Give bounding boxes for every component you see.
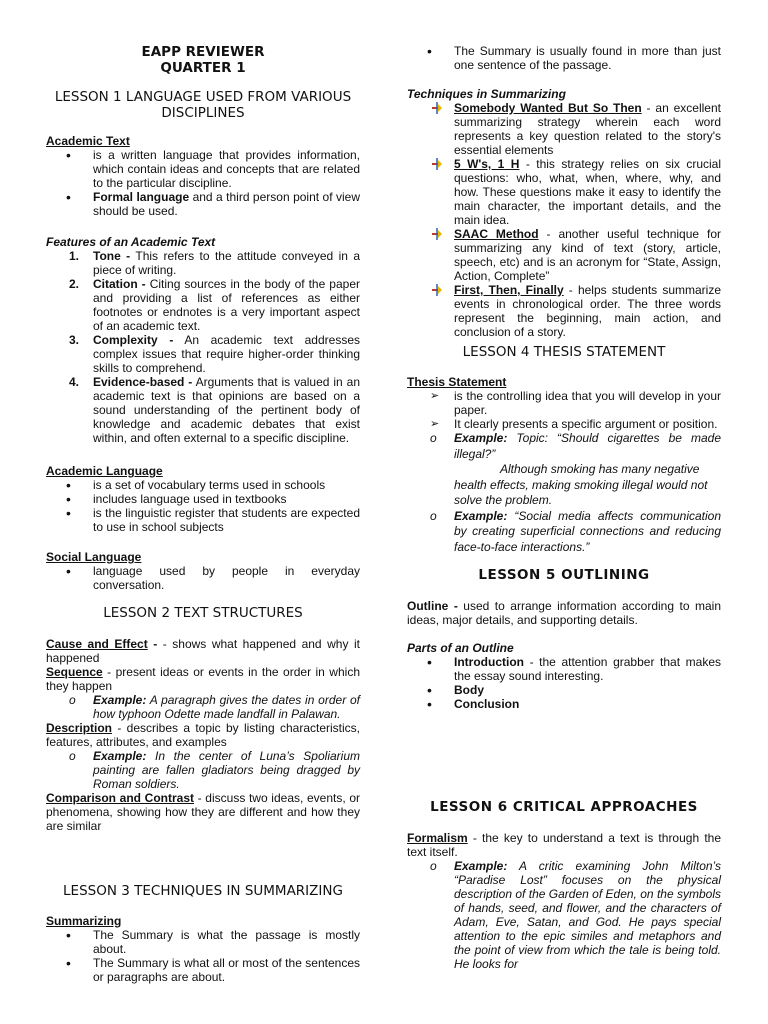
cause-effect-entry: Cause and Effect - - shows what happened and why it happened — [46, 637, 360, 665]
text-structures-section — [46, 637, 360, 833]
list-item: 5 W's, 1 H - this strategy relies on six crucial questions: who, what, when, where, why, and how. These questions make it easy to identify the main character, the important details, and the main idea. — [407, 157, 721, 227]
academic-language-section — [46, 464, 360, 534]
list-item: 2. Citation - Citing sources in the body of the paper and providing a list of references as either footnotes or endnotes is a very important aspect of an academic text. — [69, 277, 360, 333]
list-item: o Example: A paragraph gives the dates in order of how typhoon Odette made landfall in Palawan. — [46, 693, 360, 721]
document-title: EAPP REVIEWER — [141, 44, 265, 60]
list-item: • includes language used in textbooks — [46, 492, 360, 506]
formalism-entry: Formalism - the key to understand a text is through the text itself. — [407, 831, 721, 859]
list-item: • Introduction - the attention grabber that makes the essay sound interesting. — [407, 655, 721, 683]
thesis-section — [407, 375, 721, 555]
sequence-entry: Sequence - present ideas or events in the order in which they happen — [46, 665, 360, 693]
list-item: o Example: A critic examining John Milton’s “Paradise Lost” focuses on the physical description of the Garden of Eden, on the symbols of hands, seed, and flower, and the characters of Adam, Eve, Satan, and God. He pays special attention to the epic similes and metaphors and the point of view from which the tale is being told. He looks for — [407, 859, 721, 971]
list-item: • is a written language that provides information, which contain ideas and concepts that are related to the particular discipline. — [46, 148, 360, 190]
list-item: First, Then, Finally - helps students summarize events in chronological order. The three words represent the beginning, main action, and conclusion of a story. — [407, 283, 721, 339]
document-subtitle: QUARTER 1 — [160, 60, 246, 76]
social-language-heading: Social Language — [46, 550, 142, 564]
lesson-5-title: LESSON 5 OUTLINING — [478, 567, 650, 583]
lesson-4-title: LESSON 4 THESIS STATEMENT — [462, 344, 666, 360]
parts-section — [407, 641, 721, 711]
list-item: • is the linguistic register that students are expected to use in school subjects — [46, 506, 360, 534]
list-item: ➢ is the controlling idea that you will develop in your paper. — [407, 389, 721, 417]
list-item: • The Summary is what all or most of the sentences or paragraphs are about. — [46, 956, 360, 984]
features-section — [46, 235, 360, 445]
list-item: • language used by people in everyday conversation. — [46, 564, 360, 592]
lesson-2-title: LESSON 2 TEXT STRUCTURES — [103, 605, 303, 621]
pin-icon — [431, 102, 443, 114]
lesson-3-title: LESSON 3 TECHNIQUES IN SUMMARIZING — [63, 883, 343, 899]
summarizing-heading: Summarizing — [46, 914, 122, 928]
list-item: • Body — [407, 683, 721, 697]
lesson-6-title: LESSON 6 CRITICAL APPROACHES — [430, 799, 698, 815]
list-item: 3. Complexity - An academic text addresses complex issues that require higher-order thinking skills to comprehend. — [69, 333, 360, 375]
features-heading: Features of an Academic Text — [46, 235, 216, 249]
list-item: • Conclusion — [407, 697, 721, 711]
list-item: • Formal language and a third person point of view should be used. — [46, 190, 360, 218]
techniques-section — [407, 87, 721, 339]
techniques-heading: Techniques in Summarizing — [407, 87, 566, 101]
list-item: o Example: In the center of Luna’s Spoliarium painting are fallen gladiators being dragged by Roman soldiers. — [46, 749, 360, 791]
comparison-entry: Comparison and Contrast - discuss two ideas, events, or phenomena, showing how they are different and how they are similar — [46, 791, 360, 833]
lesson-1-title: LESSON 1 LANGUAGE USED FROM VARIOUS DISCIPLINES — [54, 89, 352, 121]
list-item: o Example: “Social media affects communication by creating superficial connections and reducing face-to-face interactions.” — [407, 509, 721, 556]
thesis-heading: Thesis Statement — [407, 375, 507, 389]
list-item: • The Summary is usually found in more than just one sentence of the passage. — [407, 44, 721, 72]
pin-icon — [431, 158, 443, 170]
formalism-section — [407, 831, 721, 971]
example-continuation: Although smoking has many negative health effects, making smoking illegal would not solve the problem. — [454, 462, 708, 507]
list-item: 4. Evidence-based - Arguments that is valued in an academic text is that opinions are based on a sound understanding of the pertinent body of knowledge and academic debates that exist within, and often external to a specific discipline. — [69, 375, 360, 445]
list-item: • is a set of vocabulary terms used in schools — [46, 478, 360, 492]
academic-text-heading: Academic Text — [46, 134, 130, 148]
list-item: • The Summary is what the passage is mostly about. — [46, 928, 360, 956]
summarizing-continued — [407, 44, 721, 72]
list-item: 1. Tone - This refers to the attitude conveyed in a piece of writing. — [69, 249, 361, 277]
pin-icon — [431, 284, 443, 296]
social-language-section — [46, 550, 360, 592]
list-item: o Example: Topic: “Should cigarettes be made illegal?” Although smoking has many negative health effects, making smoking illegal would not solve the problem. — [407, 431, 721, 509]
outline-entry: Outline - used to arrange information according to main ideas, major details, and supporting details. — [407, 599, 721, 627]
academic-text-section — [46, 134, 360, 218]
list-item: SAAC Method - another useful technique for summarizing any kind of text (story, article, speech, etc) and is an acronym for “State, Assign, Action, Complete” — [407, 227, 721, 283]
description-entry: Description - describes a topic by listing characteristics, features, attributes, and examples — [46, 721, 360, 749]
summarizing-section — [46, 914, 360, 984]
list-item: ➢ It clearly presents a specific argument or position. — [407, 417, 721, 431]
parts-heading: Parts of an Outline — [407, 641, 514, 655]
pin-icon — [431, 228, 443, 240]
academic-language-heading: Academic Language — [46, 464, 163, 478]
list-item: Somebody Wanted But So Then - an excellent summarizing strategy wherein each word represents a key question related to the story's essential elements — [407, 101, 721, 157]
